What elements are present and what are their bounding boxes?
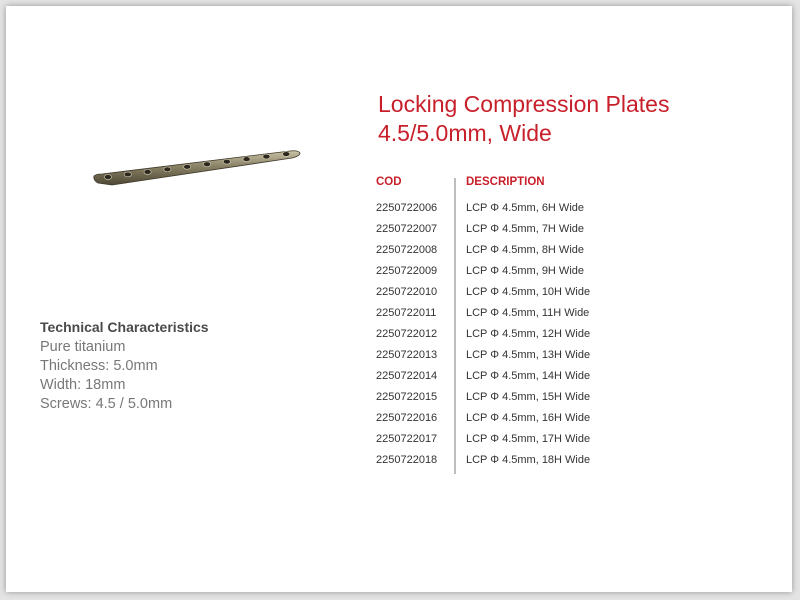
row-description: LCP Φ 4.5mm, 17H Wide — [466, 433, 591, 445]
plate-hole — [263, 154, 270, 159]
table-row — [376, 244, 676, 265]
row-code: 2250722006 — [376, 202, 438, 214]
technical-heading: Technical Characteristics — [40, 319, 209, 335]
row-description: LCP Φ 4.5mm, 7H Wide — [466, 223, 584, 235]
row-description: LCP Φ 4.5mm, 18H Wide — [466, 454, 591, 466]
table-row — [376, 223, 676, 244]
table-row — [376, 265, 676, 286]
row-description: LCP Φ 4.5mm, 12H Wide — [466, 328, 591, 340]
page-title-line-1: Locking Compression Plates — [378, 91, 670, 117]
row-description: LCP Φ 4.5mm, 8H Wide — [466, 244, 584, 256]
header-code: COD — [376, 176, 402, 188]
row-description: LCP Φ 4.5mm, 10H Wide — [466, 286, 591, 298]
plate-hole — [203, 162, 210, 167]
plate-hole — [184, 164, 191, 169]
row-code: 2250722008 — [376, 244, 438, 256]
row-description: LCP Φ 4.5mm, 16H Wide — [466, 412, 591, 424]
row-description: LCP Φ 4.5mm, 9H Wide — [466, 265, 584, 277]
table-row — [376, 328, 676, 349]
row-code: 2250722017 — [376, 433, 438, 445]
table-row — [376, 307, 676, 328]
table-row — [376, 391, 676, 412]
plate-product-image — [92, 150, 312, 195]
row-code: 2250722016 — [376, 412, 438, 424]
row-description: LCP Φ 4.5mm, 14H Wide — [466, 370, 591, 382]
plate-hole — [144, 170, 151, 175]
technical-characteristics — [40, 318, 209, 414]
page-title-line-2: 4.5/5.0mm, Wide — [378, 120, 552, 146]
row-description: LCP Φ 4.5mm, 6H Wide — [466, 202, 584, 214]
table-row — [376, 349, 676, 370]
row-code: 2250722014 — [376, 370, 438, 382]
plate-hole — [223, 159, 230, 164]
plate-illustration — [92, 150, 312, 190]
row-code: 2250722012 — [376, 328, 438, 340]
table-row — [376, 202, 676, 223]
table-row — [376, 433, 676, 454]
plate-hole — [124, 172, 131, 177]
table-row — [376, 412, 676, 433]
table-row — [376, 370, 676, 391]
tech-item-width: Width: 18mm — [40, 377, 126, 393]
plate-hole — [243, 157, 250, 162]
header-description: DESCRIPTION — [466, 176, 545, 188]
plate-hole — [104, 175, 111, 180]
row-code: 2250722018 — [376, 454, 438, 466]
row-code: 2250722010 — [376, 286, 438, 298]
tech-item-material: Pure titanium — [40, 339, 126, 355]
table-row — [376, 286, 676, 307]
row-description: LCP Φ 4.5mm, 15H Wide — [466, 391, 591, 403]
row-code: 2250722015 — [376, 391, 438, 403]
row-code: 2250722013 — [376, 349, 438, 361]
row-code: 2250722011 — [376, 307, 437, 319]
row-description: LCP Φ 4.5mm, 13H Wide — [466, 349, 591, 361]
page-title — [378, 90, 669, 148]
table-body — [376, 202, 676, 475]
row-description: LCP Φ 4.5mm, 11H Wide — [466, 307, 590, 319]
tech-item-thickness: Thickness: 5.0mm — [40, 358, 158, 374]
tech-item-screws: Screws: 4.5 / 5.0mm — [40, 396, 173, 412]
row-code: 2250722007 — [376, 223, 438, 235]
table-row — [376, 454, 676, 475]
row-code: 2250722009 — [376, 265, 438, 277]
plate-hole — [164, 167, 171, 172]
plate-hole — [283, 152, 290, 157]
